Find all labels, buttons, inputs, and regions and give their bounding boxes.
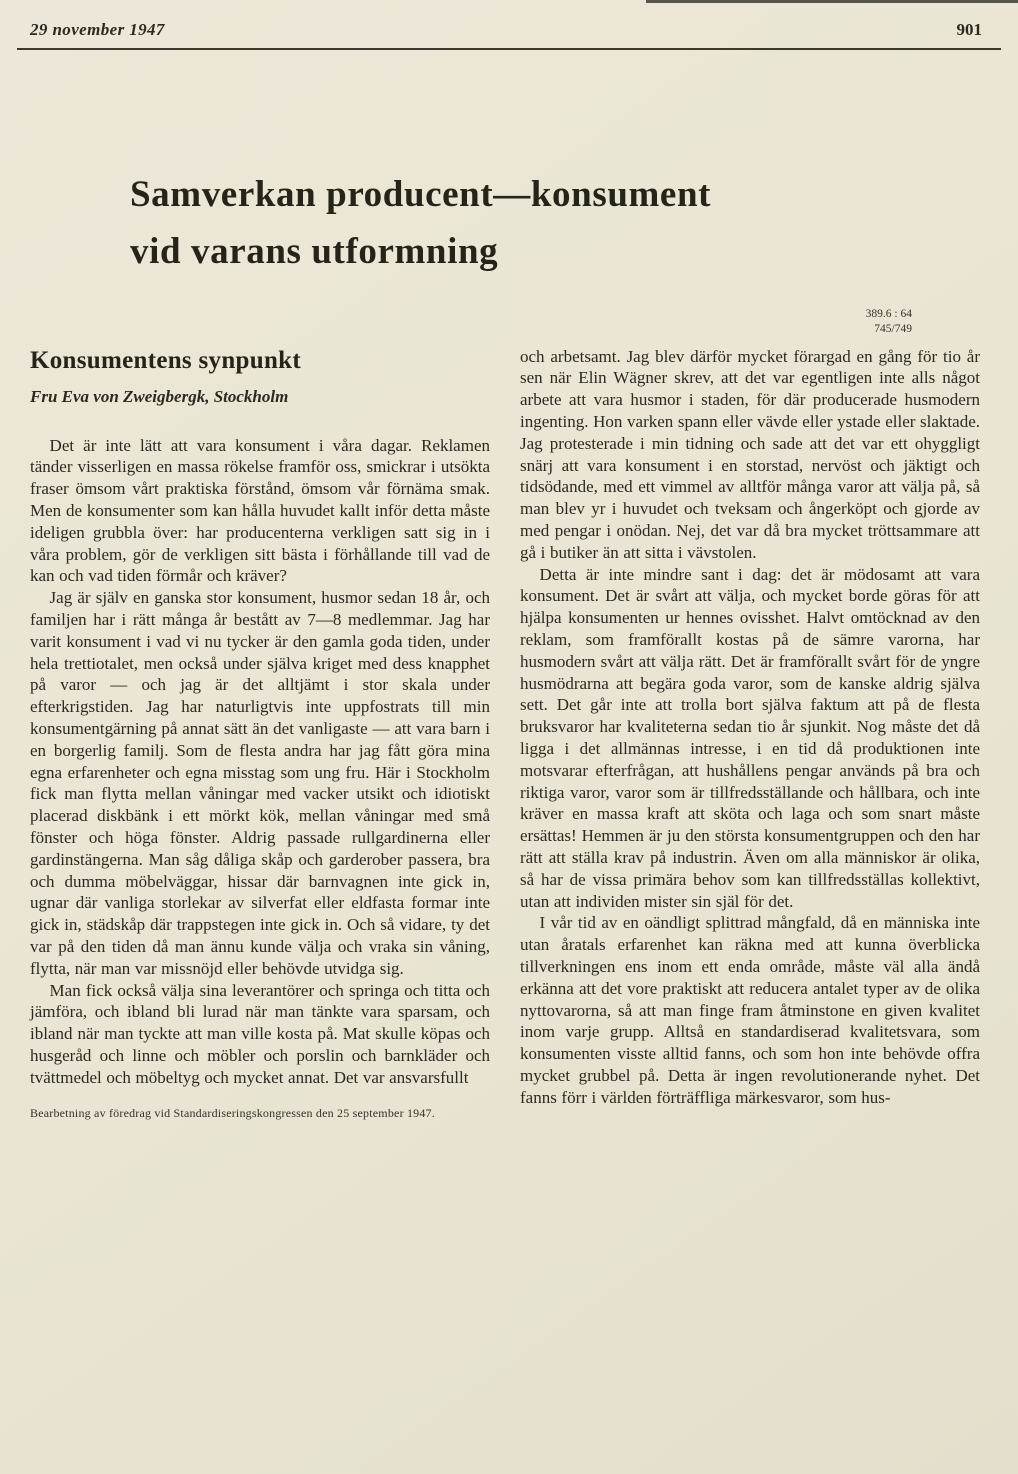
left-column-text — [30, 435, 490, 1089]
article-title — [130, 166, 1018, 281]
footnote: Bearbetning av föredrag vid Standardiseringskongressen den 25 september 1947. — [30, 1105, 435, 1120]
page-number: 901 — [956, 20, 982, 39]
article-title-line2: vid varans utformning — [130, 231, 499, 273]
body-paragraph: Man fick också välja sina leverantörer och springa och titta och jämföra, och ibland bli lurad när man tänkte vara sparsam, och ibland när man tyckte att man ville kosta på. Mat skulle köpas och husgeråd och linne och möbler och porslin och barnkläder och tvättmedel och möbeltyg och mycket annat. Det var ansvarsfullt — [30, 980, 490, 1087]
body-paragraph: Detta är inte mindre sant i dag: det är mödosamt att vara konsument. Det är svårt att välja, och mycket borde göras för att hjälpa konsumenten ur hennes ovisshet. Halvt omtöcknad av den reklam, som framförallt kostas på de sämre varorna, har husmodern svårt att välja rätt. Det är framförallt svårt för de yngre husmödrarna att begära goda varor, som de kanske aldrig själva sett. Det går inte att trolla bort själva faktum att på de flesta bruksvaror har kvaliteterna sedan tio år sjunkit. Nog måste det då ligga i det allmännas intresse, i en tid då produktionen inte motsvarar efterfrågan, att hushållens pengar används på bra och riktiga varor, varor som är tillfredsställande och hållbara, och inte kräver en massa kraft att sköta och laga och som snart måste ersättas! Hemmen är ju den största konsumentgruppen och den har rätt att ställa krav på industrin. Även om alla människor är olika, så har de vissa primära behov som kan tillfredsställas kollektivt, utan att individen mister sin själ för det. — [520, 564, 980, 911]
article-title-line1: Samverkan producent—konsument — [130, 174, 712, 215]
left-column — [30, 307, 490, 1121]
right-column — [520, 307, 980, 1121]
section-heading: Konsumentens synpunkt — [30, 346, 301, 374]
body-paragraph: I vår tid av en oändligt splittrad mångfald, då en människa inte utan åratals erfarenhet kan räkna med att kunna överblicka tillverkningen ens inom ett enda område, måste väl alla ändå erkänna att det vore praktiskt att reducera antalet typer av de olika nyttovarorna, så att man finge fram åtminstone en given kvalitet inom varje grupp. Alltså en standardiserad kvalitetsvara, som konsumenten visste alltid fanns, och som hon inte behövde offra mycket grubbel på. Detta är ingen revolutionerande nyhet. Det fanns förr i världen förträffliga märkesvaror, som hus- — [520, 913, 980, 1107]
body-paragraph: Det är inte lätt att vara konsument i våra dagar. Reklamen tänder visserligen en massa rökelse framför oss, smickrar i utsökta fraser ömsom vårt praktiska förstånd, ömsom vår förnäma smak. Men de konsumenter som kan hålla huvudet kallt inför detta måste ideligen grubbla över: har producenterna verkligen satt sig in i våra problem, gör de verkligen sitt bästa i förhållande till vad de kan och vad tiden förmår och kräver? — [30, 435, 490, 586]
body-paragraph: och arbetsamt. Jag blev därför mycket förargad en gång för tio år sen när Elin Wägner skrev, att det var egentligen inte alls något arbete att vara husmor i staden, för där producerade husmodern ingenting. Hon varken spann eller vävde eller ystade eller slaktade. Jag protesterade i min tidning och sade att det var ett ohyggligt snärj att vara konsument i en storstad, nervöst och jäktigt och tidsödande, med ett vimmel av alltför många varor att välja på, så man blev yr i huvudet och tveksam och ångerköpt och gjorde av med pengar i onödan. Nej, det var då bra mycket tröttsammare att gå i butiker än att sitta i vävstolen. — [520, 346, 980, 562]
body-paragraph: Jag är själv en ganska stor konsument, husmor sedan 18 år, och familjen har i rätt många år bestått av 7—8 medlemmar. Jag har varit konsument i vad vi nu tycker är den gamla goda tiden, under hela trettiotalet, men också under själva kriget med dess knapphet på varor — och jag är det alltjämt i stor skala under efterkrigstiden. Jag har naturligtvis inte uppfostrats till min konsumentgärning på annat sätt än det vanligaste — att vara barn i en borgerlig familj. Som de flesta andra har jag fått göra mina egna erfarenheter och egna misstag som ung fru. Här i Stockholm fick man flytta mellan våningar med vacker utsikt och idiotiskt placerad diskbänk i ett mörkt kök, mellan våningar med små fönster och höga fönster. Aldrig passade rullgardinerna eller gardinstängerna. Man såg dåliga skåp och garderober passera, bra och dumma möbelväggar, hissar där barnvagnen inte gick in, ugnar där vanliga storlekar av silverfat eller eldfasta formar inte gick in, städskåp där trappstegen inte gick in. Och så vidare, ty det var på den tiden då man ännu kunde välja och vraka sin våning, flytta, när man var missnöjd eller behövde utvidga sig. — [30, 588, 490, 978]
author-byline: Fru Eva von Zweigbergk, Stockholm — [30, 386, 289, 406]
classification-line1: 389.6 : 64 — [865, 307, 912, 320]
header-rule — [17, 48, 1001, 50]
article-body — [30, 307, 980, 1121]
header-date: 29 november 1947 — [30, 20, 165, 39]
scan-edge-rule — [646, 0, 1018, 3]
page-header — [0, 0, 1018, 40]
classification-line2: 745/749 — [874, 322, 912, 335]
classification-codes — [520, 307, 980, 337]
right-column-text — [520, 346, 980, 1109]
